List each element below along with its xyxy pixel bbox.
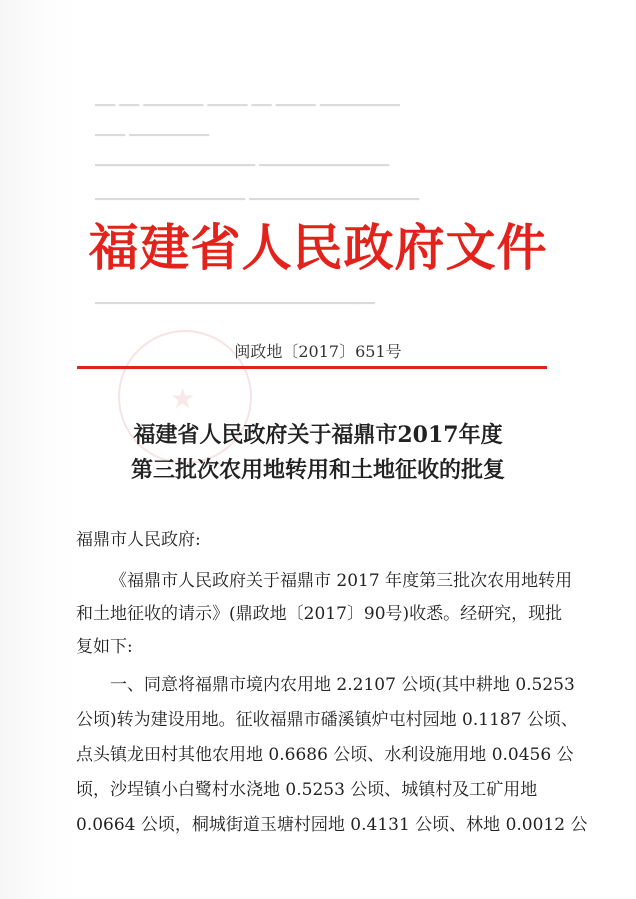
body-paragraph-line: 公顷)转为建设用地。征收福鼎市磻溪镇炉屯村园地 0.1187 公顷、 [76,710,578,730]
document-title-line-1: 福建省人民政府关于福鼎市2017年度 [133,422,503,448]
bleed-through-text: ▁▁ ▁▁ ▁▁▁▁▁▁ ▁▁▁▁ ▁▁ ▁▁▁▁ ▁▁▁▁▁▁▁▁ [95,92,400,107]
bleed-through-text: ▁▁▁▁▁▁▁▁▁▁▁▁▁▁▁▁▁▁▁▁▁▁▁▁▁▁▁▁ [95,290,375,305]
body-paragraph-line: 一、同意将福鼎市境内农用地 2.2107 公顷(其中耕地 0.5253 [110,675,575,695]
body-paragraph-line: 《福鼎市人民政府关于福鼎市 2017 年度第三批次农用地转用 [110,571,573,591]
body-paragraph-line: 点头镇龙田村其他农用地 0.6686 公顷、水利设施用地 0.0456 公 [76,745,574,765]
body-paragraph-line: 0.0664 公顷，桐城街道玉塘村园地 0.4131 公顷、林地 0.0012 公 [76,815,588,835]
bleed-through-text: ▁▁▁▁▁▁▁▁▁▁▁▁▁▁▁ ▁▁▁▁▁▁▁▁▁▁▁▁▁▁▁▁▁ [95,186,420,201]
bleed-through-text: ▁▁▁▁▁▁▁▁▁▁▁▁▁▁▁▁ ▁▁▁▁▁▁▁▁▁▁▁▁▁ [95,152,390,167]
body-paragraph-line: 和土地征收的请示》(鼎政地〔2017〕90号)收悉。经研究，现批 [76,604,563,624]
body-paragraph-line: 复如下: [76,637,133,657]
agency-header-title: 福建省人民政府文件 [88,218,548,277]
red-divider-line [77,366,547,369]
body-paragraph-line: 顷，沙埕镇小白鹭村水浇地 0.5253 公顷、城镇村及工矿用地 [76,780,538,800]
bleed-through-text: ▁▁▁ ▁▁▁▁▁▁▁▁ [95,122,210,137]
star-icon: ★ [170,382,196,415]
document-number: 闽政地〔2017〕651号 [234,342,402,361]
document-title-line-2: 第三批次农用地转用和土地征收的批复 [130,457,505,483]
salutation: 福鼎市人民政府: [76,530,201,550]
